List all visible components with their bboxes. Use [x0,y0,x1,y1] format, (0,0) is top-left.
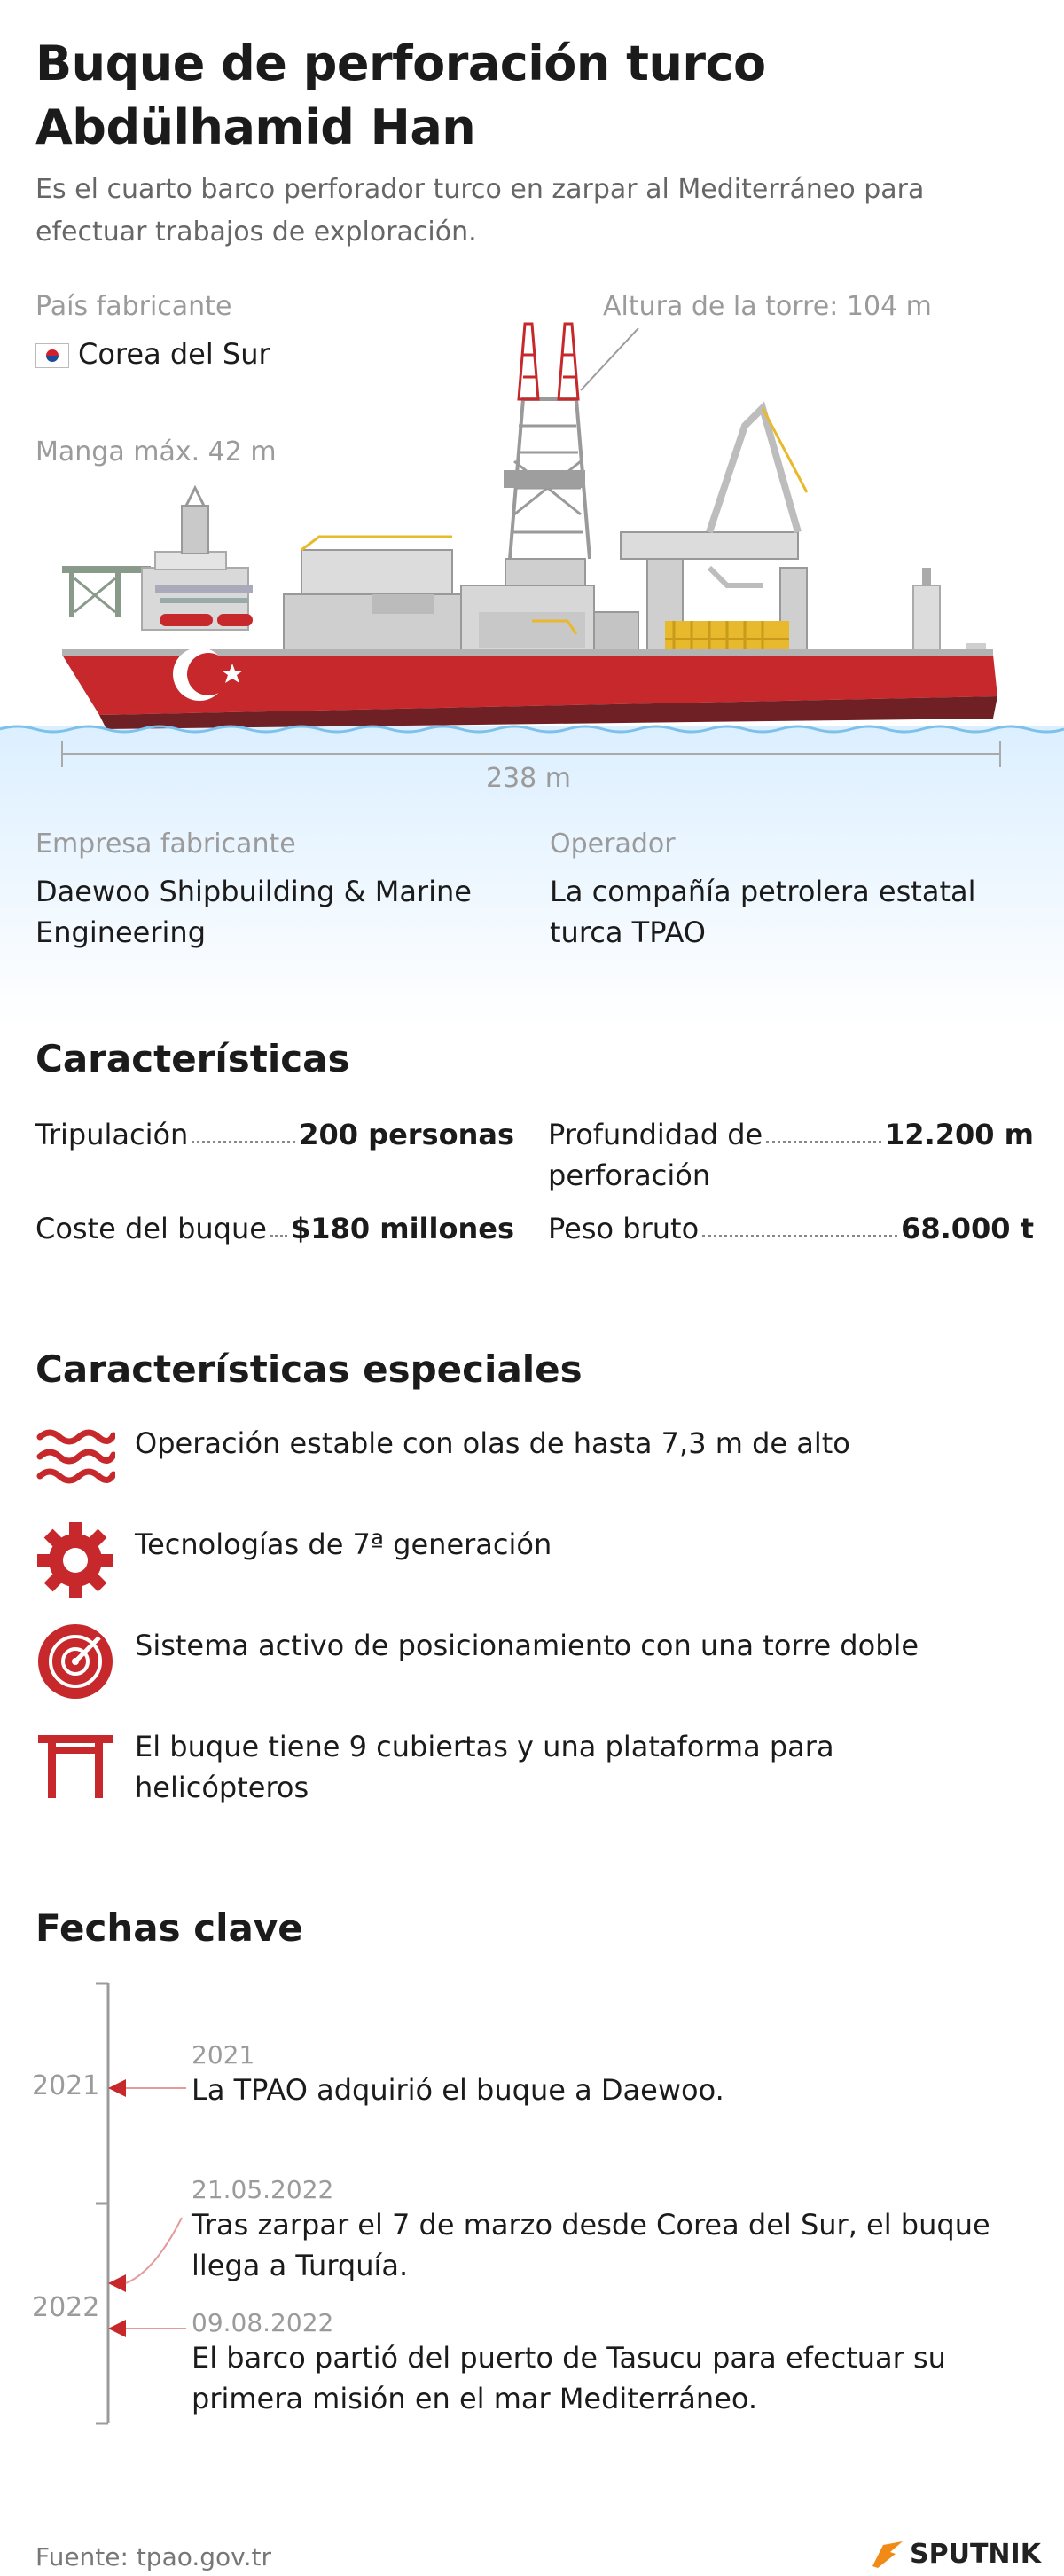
weight-label: Peso bruto [548,1212,700,1245]
helideck [62,566,151,617]
feature-text: Tecnologías de 7ª generación [135,1528,552,1561]
event-text: La TPAO adquirió el buque a Daewoo. [192,2073,724,2107]
page-subtitle [35,169,1011,254]
cost-label: Coste del buque [35,1212,267,1245]
builder-value [35,871,472,953]
special-heading: Características especiales [35,1347,583,1391]
event-marker [108,2320,126,2337]
leader-dots [270,1208,287,1237]
depth-label-line-1: Profundidad de [548,1118,763,1151]
cost-row [35,1208,514,1249]
timeline-event [192,2175,1064,2286]
country-label: País fabricante [35,291,232,322]
depth-label [548,1114,763,1196]
feature-text-line-2: helicópteros [135,1771,309,1804]
feature-text: Operación estable con olas de hasta 7,3 m de alto [135,1426,850,1460]
event-date: 2021 [192,2040,255,2069]
feature-waves [35,1419,1029,1499]
superstructure [142,488,253,630]
feature-text [135,1723,834,1808]
leader-dots [766,1114,881,1143]
radar-icon [35,1622,115,1701]
length-label: 238 m [486,763,572,794]
operator-line-2: turca TPAO [550,915,706,949]
title-line-2: Abdülhamid Han [35,99,476,155]
operator-line-1: La compañía petrolera estatal [550,875,976,908]
depth-value: 12.200 m [885,1118,1034,1151]
weight-row [548,1208,1034,1249]
tower-pointer-line [581,328,638,390]
builder-line-1: Daewoo Shipbuilding & Marine [35,875,472,908]
event-text-line-1: El barco partió del puerto de Tasucu para efectuar su [192,2341,946,2375]
operator-value [550,871,975,953]
event-text [192,2204,1064,2286]
event-text-line-2: llega a Turquía. [192,2249,409,2282]
feature-gear [35,1520,1029,1600]
beam-label: Manga máx. 42 m [35,436,277,467]
feature-text: Sistema activo de posicionamiento con una torre doble [135,1629,919,1662]
feature-platform [35,1723,1029,1808]
tower-label: Altura de la torre: 104 m [603,291,932,322]
drillship-illustration [0,302,1064,781]
depth-label-line-2: perforación [548,1158,711,1192]
event-marker [108,2274,126,2292]
event-text-line-1: Tras zarpar el 7 de marzo desde Corea del Sur, el buque [192,2208,990,2242]
event-connector [126,2218,182,2283]
leader-dots [702,1208,897,1237]
source-credit: Fuente: tpao.gov.tr [35,2542,271,2572]
waves-icon [35,1419,115,1499]
subtitle-line-2: efectuar trabajos de exploración. [35,216,477,247]
sputnik-logo-icon [869,2540,904,2570]
event-text [192,2337,1064,2419]
event-text-line-2: primera misión en el mar Mediterráneo. [192,2382,758,2415]
builder-line-2: Engineering [35,915,206,949]
leader-dots [192,1114,295,1143]
year-label-2021: 2021 [32,2070,100,2101]
subtitle-line-1: Es el cuarto barco perforador turco en zarpar al Mediterráneo para [35,174,925,205]
timeline-event [192,2308,1064,2419]
feature-radar [35,1622,1029,1701]
sputnik-logo[interactable] [869,2539,1041,2570]
feature-text-line-1: El buque tiene 9 cubiertas y una plataforma para [135,1730,834,1763]
country-name: Corea del Sur [78,337,270,371]
derrick-tower [504,324,590,585]
cost-value: $180 millones [291,1212,514,1245]
brand-name: SPUTNIK [910,2539,1041,2570]
event-date: 09.08.2022 [192,2308,334,2337]
timeline-heading: Fechas clave [35,1906,303,1950]
waterline [0,726,1064,732]
event-marker [108,2079,126,2097]
title-line-1: Buque de perforación turco [35,35,766,91]
crew-row [35,1114,514,1155]
depth-row [548,1114,1034,1196]
operator-label: Operador [550,829,676,860]
weight-value: 68.000 t [901,1212,1034,1245]
timeline-event [192,2040,1064,2110]
page-title [35,32,1011,160]
builder-label: Empresa fabricante [35,829,296,860]
year-label-2022: 2022 [32,2292,100,2323]
crew-value: 200 personas [299,1118,514,1151]
gear-icon [35,1520,115,1600]
platform-icon [35,1723,115,1802]
characteristics-heading: Características [35,1037,350,1080]
crew-label: Tripulación [35,1118,189,1151]
event-date: 21.05.2022 [192,2175,334,2204]
